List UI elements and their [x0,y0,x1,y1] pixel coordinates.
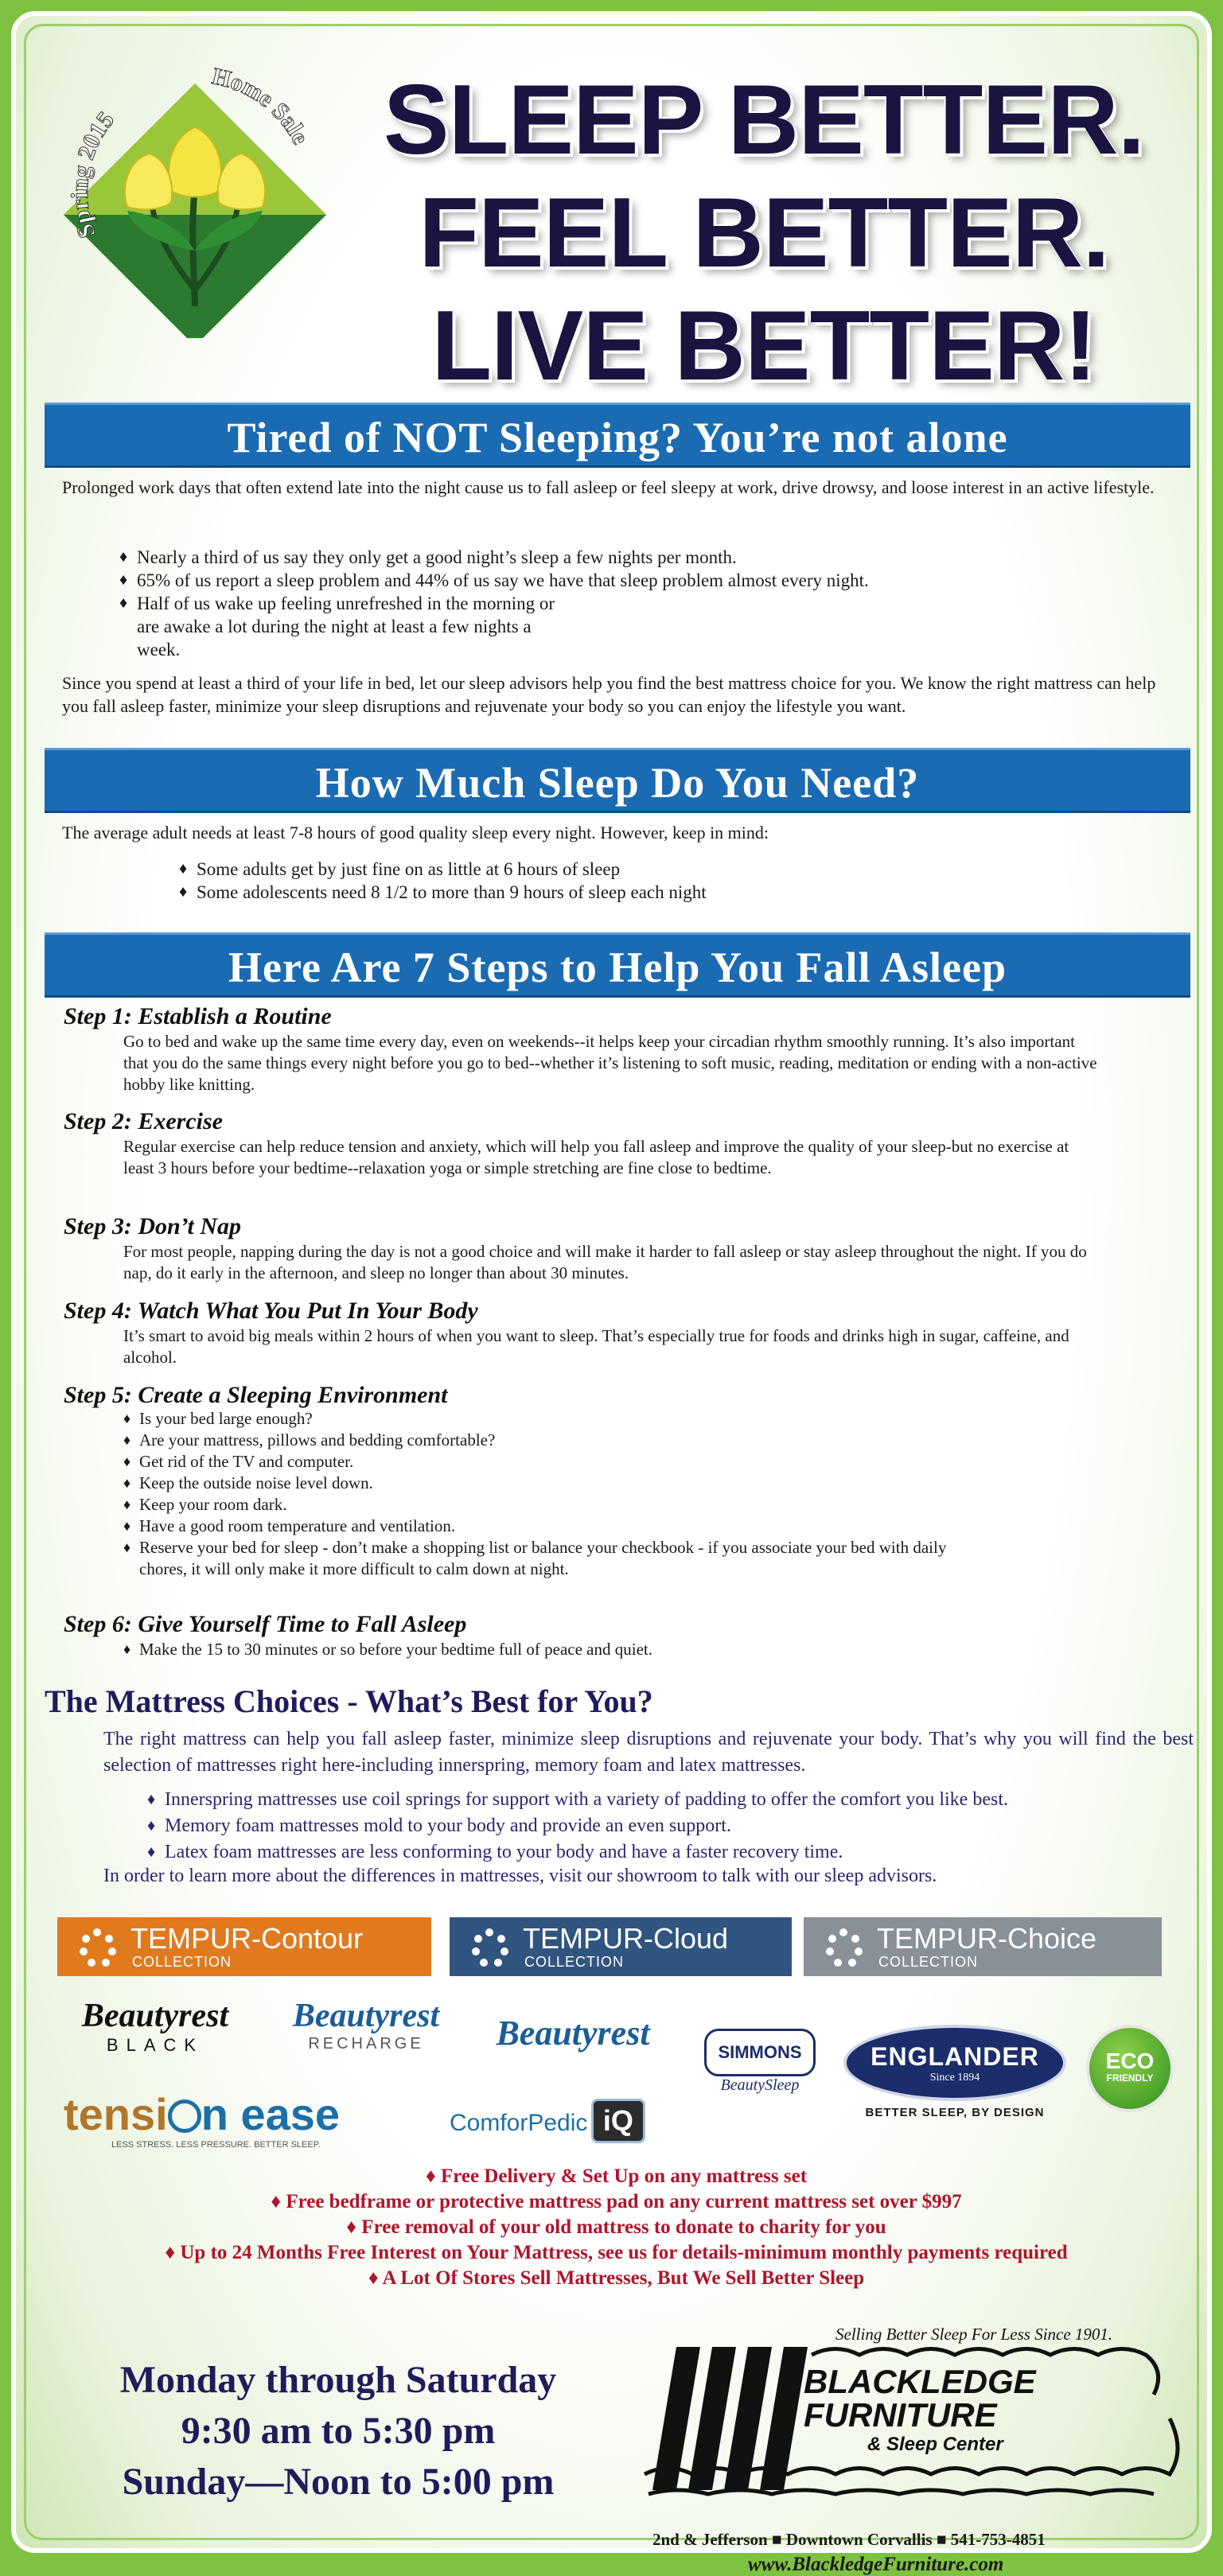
promo-line: ♦ A Lot Of Stores Sell Mattresses, But We Sell Better Sleep [368,2267,865,2289]
step-title: Step 3: Don’t Nap [64,1213,242,1239]
headline-line: LIVE BETTER! [431,291,1096,401]
step-body: It’s smart to avoid big meals within 2 hours of when you want to sleep. That’s especially true for foods and drinks high in sugar, caffeine, and alcohol. [123,1326,1069,1367]
brand-sub: BeautySleep [720,2076,800,2094]
tempur-name: TEMPUR-Cloud [523,1922,729,1955]
choices-intro: The right mattress can help you fall asleep faster, minimize sleep disruptions and rejuvenate your body. That’s why you will find the best selection of mattresses right here-including innerspring, memory foam and latex mattresses. [103,1729,1194,1776]
comforpedic-logo [450,2099,680,2143]
step-title: Step 5: Create a Sleeping Environment [64,1382,448,1408]
section2-intro: The average adult needs at least 7-8 hours of good quality sleep every night. However, keep in mind: [62,823,769,842]
list-item: ♦ Make the 15 to 30 minutes or so before your bedtime full of peace and quiet. [123,1639,1102,1660]
person-circle-icon [168,2099,201,2133]
tempur-choice-logo [804,1917,1162,1976]
tempur-collection: COLLECTION [878,1954,979,1970]
step-title: Step 1: Establish a Routine [64,1003,332,1029]
logo-text-right: Home Sale [209,63,314,149]
list-item: ♦ Nearly a third of us say they only get a good night’s sleep a few nights per month. [119,546,995,569]
store-name-2: FURNITURE [804,2396,997,2434]
englander-logo [843,2025,1066,2119]
brand-sub: LESS STRESS. LESS PRESSURE. BETTER SLEEP. [111,2140,321,2150]
list-item: ♦ Keep the outside noise level down. [123,1473,951,1494]
tempur-contour-logo [57,1917,431,1976]
brand-sub: BETTER SLEEP, BY DESIGN [865,2106,1045,2119]
store-name-3: & Sleep Center [867,2434,1003,2455]
blackledge-logo [629,2323,1202,2522]
choices-bullets [147,1787,1008,1866]
step-title: Step 4: Watch What You Put In Your Body [64,1298,478,1324]
brand-name-part: n ease [201,2089,341,2139]
step-title: Step 2: Exercise [64,1108,223,1134]
list-item: ♦ Half of us wake up feeling unrefreshed in the morning or are awake a lot during the night at least a few nights a week. [119,592,1026,661]
brand-name: Beautyrest [496,2014,650,2053]
englander-oval [843,2025,1066,2101]
eco-label: ECO [1105,2049,1155,2073]
promo-line: ♦ Free removal of your old mattress to donate to charity for you [346,2216,886,2238]
promo-line: ♦ Up to 24 Months Free Interest on Your Mattress, see us for details-minimum monthly payments required [165,2242,1068,2263]
step-body: Regular exercise can help reduce tension and anxiety, which will help you fall asleep and improve the quality of your sleep-but no exercise at least 3 hours before your bedtime--relaxation yoga or simple stretching are fine close to bedtime. [123,1137,1069,1177]
list-item: ♦ Have a good room temperature and ventilation. [123,1516,951,1537]
tempur-dots-icon [78,1928,116,1967]
store-hours [80,2355,597,2508]
brand-sub: RECHARGE [308,2035,424,2053]
store-tagline: Selling Better Sleep For Less Since 1901. [835,2325,1113,2344]
promo-line: ♦ Free bedframe or protective mattress pad on any current mattress set over $997 [271,2191,962,2212]
beautyrest-logo [477,2013,668,2053]
section-banner-tired: Tired of NOT Sleeping? You’re not alone [45,403,1190,468]
brand-name: Beautyrest [292,1998,440,2034]
tempur-collection: COLLECTION [132,1954,232,1970]
tempur-name: TEMPUR-Choice [877,1922,1097,1955]
step-title: Step 6: Give Yourself Time to Fall Asleep [64,1611,467,1637]
list-item: ♦ Memory foam mattresses mold to your body and provide an even support. [147,1813,1008,1839]
list-item: ♦ Latex foam mattresses are less conforming to your body and have a faster recovery time. [147,1839,1008,1866]
brand-sub: BLACK [106,2035,204,2055]
store-website[interactable]: www.BlackledgeFurniture.com [748,2554,1004,2575]
headline-line: SLEEP BETTER. [383,65,1145,175]
choices-closing: In order to learn more about the differences in mattresses, visit our showroom to talk with our sleep advisors. [103,1866,937,1886]
list-item: ♦ 65% of us report a sleep problem and 44% of us say we have that sleep problem almost every night. [119,569,995,592]
list-item: ♦ Some adults get by just fine on as little at 6 hours of sleep [179,858,1054,881]
step5-bullets [123,1408,951,1580]
promo-line: ♦ Free Delivery & Set Up on any mattress set [425,2165,808,2187]
main-headline [326,64,1202,403]
hours-line: Sunday—Noon to 5:00 pm [122,2461,555,2503]
headline-line: FEEL BETTER. [419,178,1109,288]
list-item: ♦ Keep your room dark. [123,1494,951,1516]
step-body: For most people, napping during the day is not a good choice and will make it harder to fall asleep or stay asleep throughout the night. If you do nap, do it early in the afternoon, and sleep no longer than about 30 minutes. [123,1242,1087,1282]
brand-name: SIMMONS [704,2029,816,2076]
spring-sale-logo [52,52,338,338]
eco-friendly-badge [1086,2025,1174,2112]
store-address: 2nd & Jefferson ■ Downtown Corvallis ■ 541-753-4851 [652,2530,1046,2549]
section1-closing: Since you spend at least a third of your life in bed, let our sleep advisors help you find the best mattress choice for you. We know the right mattress can help you fall asleep faster, minimize your sleep disruptions and rejuvenate your body so you can enjoy the lifestyle you want. [62,673,1156,716]
list-item: ♦ Is your bed large enough? [123,1408,951,1430]
iq-badge: iQ [591,2099,645,2143]
section-banner-seven-steps: Here Are 7 Steps to Help You Fall Asleep [45,932,1190,998]
eco-sub: FRIENDLY [1106,2072,1154,2084]
page-frame [11,11,1212,2575]
brand-since: Since 1894 [929,2072,980,2084]
list-item: ♦ Get rid of the TV and computer. [123,1451,951,1473]
tempur-name: TEMPUR-Contour [130,1922,364,1955]
logo-text-left: Spring 2015 [66,107,119,242]
brand-name: ComforPedic [450,2110,588,2136]
hours-line: 9:30 am to 5:30 pm [181,2410,496,2452]
section2-bullets [179,858,1054,904]
tempur-dots-icon [470,1928,508,1967]
store-name-1: BLACKLEDGE [804,2363,1036,2400]
beautyrest-recharge-logo [271,1997,462,2053]
section1-bullets [119,546,995,661]
choices-title: The Mattress Choices - What’s Best for You? [45,1683,653,1719]
section-banner-how-much: How Much Sleep Do You Need? [45,748,1190,813]
list-item: ♦ Some adolescents need 8 1/2 to more than 9 hours of sleep each night [179,881,1054,904]
list-item: ♦ Reserve your bed for sleep - don’t make a shopping list or balance your checkbook - if you associate your bed with daily chores, it will only make it more difficult to calm down at night. [123,1537,951,1580]
beautyrest-black-logo [64,1997,247,2056]
section1-intro: Prolonged work days that often extend late into the night cause us to fall asleep or feel sleepy at work, drive drowsy, and loose interest in an active lifestyle. [62,477,1155,497]
list-item: ♦ Are your mattress, pillows and bedding comfortable? [123,1430,951,1451]
step6-bullets [123,1639,1102,1660]
tempur-collection: COLLECTION [524,1954,625,1970]
brand-name-part: tensi [64,2089,168,2139]
list-item: ♦ Innerspring mattresses use coil springs for support with a variety of padding to offer the comfort you like best. [147,1787,1008,1813]
tempur-cloud-logo [450,1917,792,1976]
hours-line: Monday through Saturday [119,2359,557,2401]
tension-ease-logo [64,2088,430,2150]
simmons-logo [704,2029,816,2095]
brand-name: ENGLANDER [871,2042,1039,2071]
step-body: Go to bed and wake up the same time every day, even on weekends--it helps keep your circadian rhythm smoothly running. It’s also important that you do the same things every night before you go to bed--whether it’s listening to soft music, reading, meditation or ending with a non-active hobby like knitting. [123,1032,1097,1094]
tempur-dots-icon [824,1928,863,1967]
brand-name: Beautyrest [81,1998,229,2034]
